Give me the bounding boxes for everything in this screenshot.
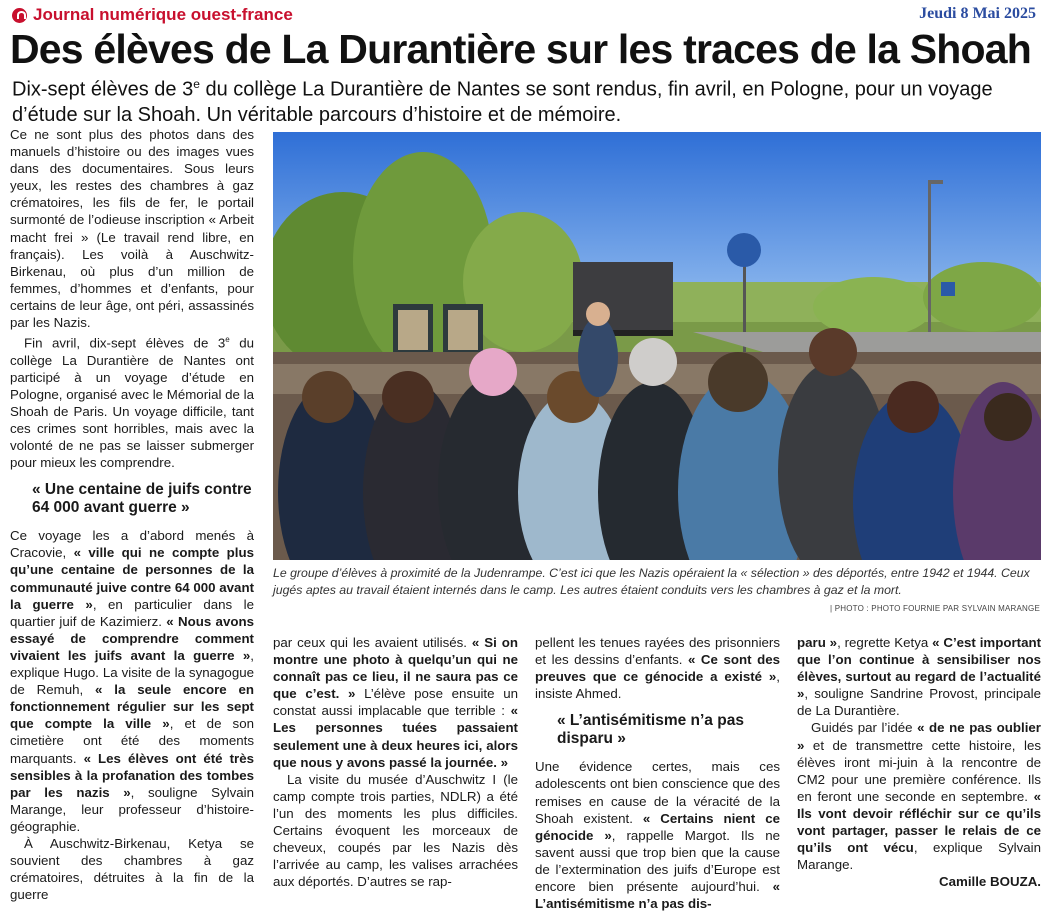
paragraph: par ceux qui les avaient utilisés. « Si on montre une photo à quelqu’un qui ne connaît pas ce lieu, il ne saura pas ce que c’est. » L’élève pose ensuite un constat aussi implacable que terrible : « Les personnes tuées passaient seulement une à deux heures ici, alors que nous y avons passé la journée. » bbox=[273, 635, 518, 770]
paragraph: paru », regrette Ketya « C’est important que l’on continue à sensibiliser nos élèves, surtout au regard de l’actualité », souligne Sandrine Provost, principale de La Durantière. bbox=[797, 635, 1042, 719]
headline: Des élèves de La Durantière sur les traces de la Shoah bbox=[10, 26, 1032, 72]
issue-date: Jeudi 8 Mai 2025 bbox=[919, 5, 1036, 22]
brand bbox=[12, 5, 293, 25]
brand-name: Journal numérique ouest-france bbox=[33, 5, 293, 24]
paragraph: La visite du musée d’Auschwitz I (le camp compte trois parties, NDLR) a été l’un des moments les plus difficiles. Certains évoquent les morceaux de cheveux, coupés par les Nazis dès l’arrivée au camp, les valises arrachées aux déportés. D’autres se rap- bbox=[273, 771, 518, 890]
standfirst: Dix-sept élèves de 3e du collège La Durantière de Nantes se sont rendus, fin avril, en Pologne, pour un voyage d’étude sur la Shoah. Un véritable parcours d’histoire et de mémoire. bbox=[12, 77, 993, 126]
paragraph: Fin avril, dix-sept élèves de 3e du collège La Durantière de Nantes ont participé à un voyage d’étude en Pologne, organisé avec le Mémorial de la Shoah de Paris. Un voyage difficile, tant ces crimes sont horribles, mais avec la volonté de ne pas se laisser submerger pour mieux les comprendre. bbox=[10, 335, 254, 471]
paragraph: Une évidence certes, mais ces adolescents ont bien conscience que des remises en cause de la véracité de la Shoah existent. « Certains nient ce génocide », rappelle Margot. Ils ne savent aussi que trop bien que la cause de l’extermination des juifs d’Europe est encore bien présente aujourd’hui. « L’antisémitisme n’a pas dis- bbox=[535, 759, 780, 912]
article-column-2 bbox=[273, 634, 518, 890]
article-column-1 bbox=[10, 126, 254, 903]
article-column-3 bbox=[535, 634, 780, 912]
photo-credit: | PHOTO : PHOTO FOURNIE PAR SYLVAIN MARANGE bbox=[830, 604, 1040, 613]
photo-caption: Le groupe d’élèves à proximité de la Judenrampe. C’est ici que les Nazis opéraient la « sélection » des déportés, entre 1942 et 1944. Ceux jugés aptes au travail étaient internés dans le camp. Les autres étaient conduits vers les chambres à gaz et la mort. bbox=[273, 566, 1030, 597]
author-signature: Camille BOUZA. bbox=[939, 874, 1041, 890]
paragraph: pellent les tenues rayées des prisonniers et les dessins d’enfants. « Ce sont des preuves que ce génocide a existé », insiste Ahmed. bbox=[535, 635, 780, 702]
paragraph: Guidés par l’idée « de ne pas oublier » et de transmettre cette histoire, les élèves iront mi-juin à la rencontre de CM2 pour une première conférence. Ils en feront une seconde en septembre. « Ils vont devoir réfléchir sur ce qu’ils vont partager, passer le relais de ce qu’ils ont vécu, explique Sylvain Marange. bbox=[797, 720, 1042, 873]
paragraph: Ce voyage les a d’abord menés à Cracovie, « ville qui ne compte plus qu’une centaine de personnes de la communauté juive contre 64 000 avant la guerre », en particulier dans le quartier juif de Kazimierz. « Nous avons essayé de comprendre comment vivaient les juifs avant la guerre », explique Hugo. La visite de la synagogue de Remuh, « la seule encore en fonctionnement régulier sur les sept que compte la ville », et de son cimetière ont été des moments marquants. « Les élèves ont été très sensibles à la profanation des tombes par les nazis », souligne Sylvain Marange, leur professeur d’histoire-géographie. bbox=[10, 528, 255, 834]
intertitle: « Une centaine de juifs contre 64 000 avant guerre » bbox=[32, 481, 252, 517]
paragraph: Ce ne sont plus des photos dans des manuels d’histoire ou des images vues dans des documentaires. Sous leurs yeux, les restes des chambres à gaz crématoires, les fils de fer, le portail surmonté de l’odieuse inscription « Arbeit macht frei » (Le travail rend libre, en français). Les voilà à Auschwitz-Birkenau, où plus d’un million de femmes, d’hommes et d’enfants, pour certains de leur âge, ont péri, assassinés par les Nazis. bbox=[10, 127, 254, 331]
article-column-4 bbox=[797, 634, 1041, 890]
judenrampe-photo bbox=[273, 132, 1041, 560]
intertitle: « L’antisémitisme n’a pas disparu » bbox=[557, 712, 744, 748]
ouest-france-logo-icon bbox=[12, 8, 27, 23]
paragraph: À Auschwitz-Birkenau, Ketya se souvient des chambres à gaz crématoires, détruites à la fin de la guerre bbox=[10, 835, 254, 903]
article-photo bbox=[273, 132, 1041, 560]
